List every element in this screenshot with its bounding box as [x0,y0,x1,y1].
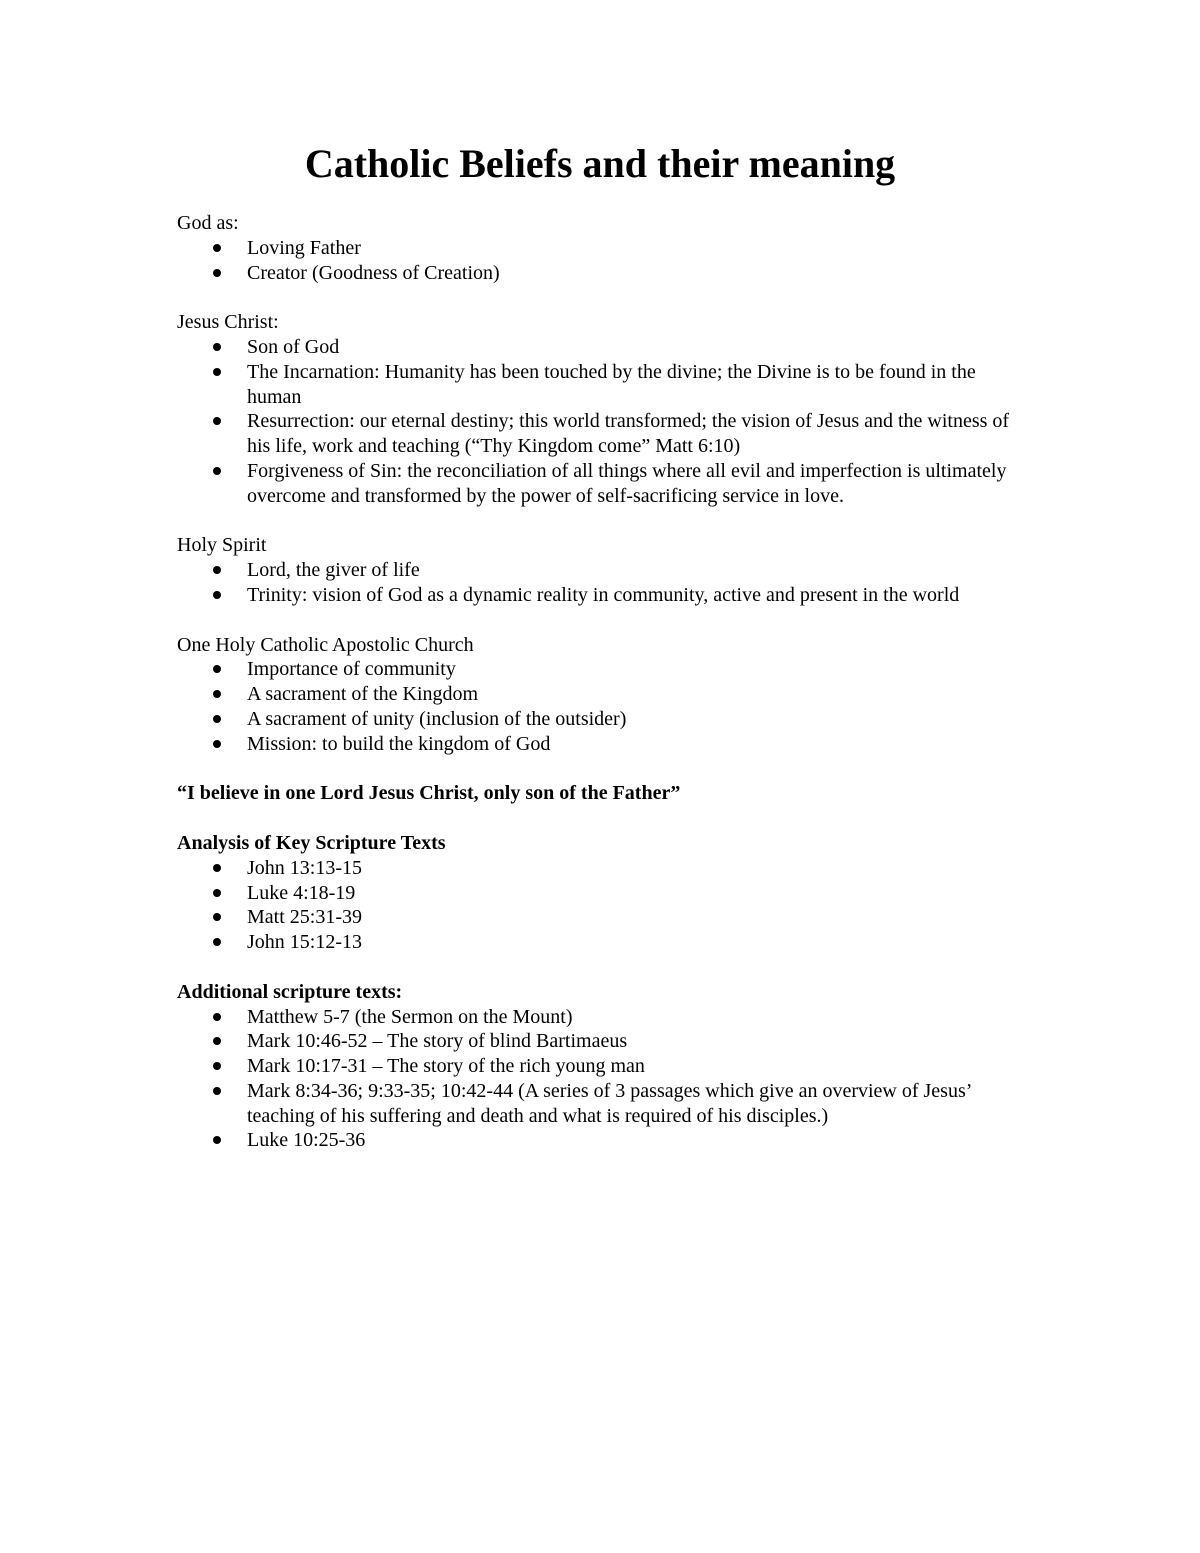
section-heading: Analysis of Key Scripture Texts [177,831,446,854]
list-item-text: A sacrament of unity (inclusion of the outsider) [247,707,627,730]
list-item [177,707,1027,732]
bullet-list [177,335,1027,509]
bullet-icon [213,1062,221,1070]
list-item [177,261,1027,286]
list-item-text: Resurrection: our eternal destiny; this world transformed; the vision of Jesus and the witness of his life, work and teaching (“Thy Kingdom come” Matt 6:10) [247,410,1010,458]
list-item-text: Mark 10:17-31 – The story of the rich young man [247,1055,645,1078]
list-item-text: John 15:12-13 [247,931,362,954]
section-jesus-christ [177,310,1027,508]
list-item [177,856,1027,881]
bullet-icon [213,1087,221,1095]
section-heading: God as: [177,212,239,234]
list-item-text: Lord, the giver of life [247,559,420,582]
section-holy-spirit [177,533,1027,607]
bullet-icon [213,417,221,425]
document-title: Catholic Beliefs and their meaning [304,141,896,186]
section-heading: Holy Spirit [177,534,267,557]
list-item [177,459,1027,509]
bullet-icon [213,938,221,946]
list-item [177,583,1027,608]
section-heading: One Holy Catholic Apostolic Church [177,633,474,656]
list-item [177,905,1027,930]
list-item-text: Loving Father [247,236,361,259]
list-item-text: Importance of community [247,658,456,681]
bullet-icon [213,740,221,748]
bullet-icon [213,591,221,599]
section-god [177,211,1027,285]
bullet-icon [213,1013,221,1021]
list-item-text: Forgiveness of Sin: the reconciliation of all things where all evil and imperfection is ultimately overcome and transformed by the power of self-sacrificing service in love. [247,459,1007,507]
creed-quote: “I believe in one Lord Jesus Christ, only son of the Father” [177,782,681,805]
bullet-list [177,1005,1027,1154]
bullet-icon [213,244,221,252]
bullet-icon [213,864,221,872]
list-item-text: Luke 10:25-36 [247,1129,366,1152]
list-item-text: Mark 10:46-52 – The story of blind Bartimaeus [247,1030,628,1053]
list-item [177,1128,1027,1153]
list-item-text: Mark 8:34-36; 9:33-35; 10:42-44 (A series of 3 passages which give an overview of Jesus’ teaching of his suffering and death and what is required of his disciples.) [247,1079,971,1127]
bullet-icon [213,665,221,673]
bullet-icon [213,566,221,574]
bullet-icon [213,343,221,351]
list-item [177,732,1027,757]
list-item-text: Mission: to build the kingdom of God [247,732,551,755]
list-item [177,657,1027,682]
bullet-icon [213,269,221,277]
list-item-text: Matt 25:31-39 [247,906,362,929]
list-item [177,881,1027,906]
list-item [177,930,1027,955]
bullet-icon [213,368,221,376]
list-item [177,409,1027,459]
bullet-icon [213,1136,221,1144]
list-item-text: Trinity: vision of God as a dynamic reality in community, active and present in the world [247,583,960,606]
list-item-text: Matthew 5-7 (the Sermon on the Mount) [247,1005,573,1028]
bullet-list [177,558,1027,608]
list-item-text: Son of God [247,335,340,358]
list-item [177,236,1027,261]
bullet-icon [213,913,221,921]
bullet-icon [213,715,221,723]
list-item-text: Luke 4:18-19 [247,881,356,904]
bullet-icon [213,467,221,475]
list-item [177,1054,1027,1079]
section-church [177,633,1027,757]
document-body [177,211,1027,1178]
section-additional-scripture [177,980,1027,1154]
bullet-list [177,856,1027,955]
list-item [177,682,1027,707]
section-heading: Additional scripture texts: [177,980,403,1003]
section-key-scripture [177,831,1027,955]
list-item [177,360,1027,410]
list-item-text: The Incarnation: Humanity has been touched by the divine; the Divine is to be found in the human [247,360,976,408]
list-item-text: John 13:13-15 [247,856,362,879]
list-item-text: A sacrament of the Kingdom [247,683,479,706]
list-item-text: Creator (Goodness of Creation) [247,261,500,284]
bullet-icon [213,690,221,698]
bullet-icon [213,1037,221,1045]
list-item [177,1029,1027,1054]
bullet-list [177,236,1027,286]
list-item [177,558,1027,583]
list-item [177,335,1027,360]
bullet-icon [213,889,221,897]
bullet-list [177,657,1027,756]
list-item [177,1005,1027,1030]
section-heading: Jesus Christ: [177,311,279,334]
list-item [177,1079,1027,1129]
